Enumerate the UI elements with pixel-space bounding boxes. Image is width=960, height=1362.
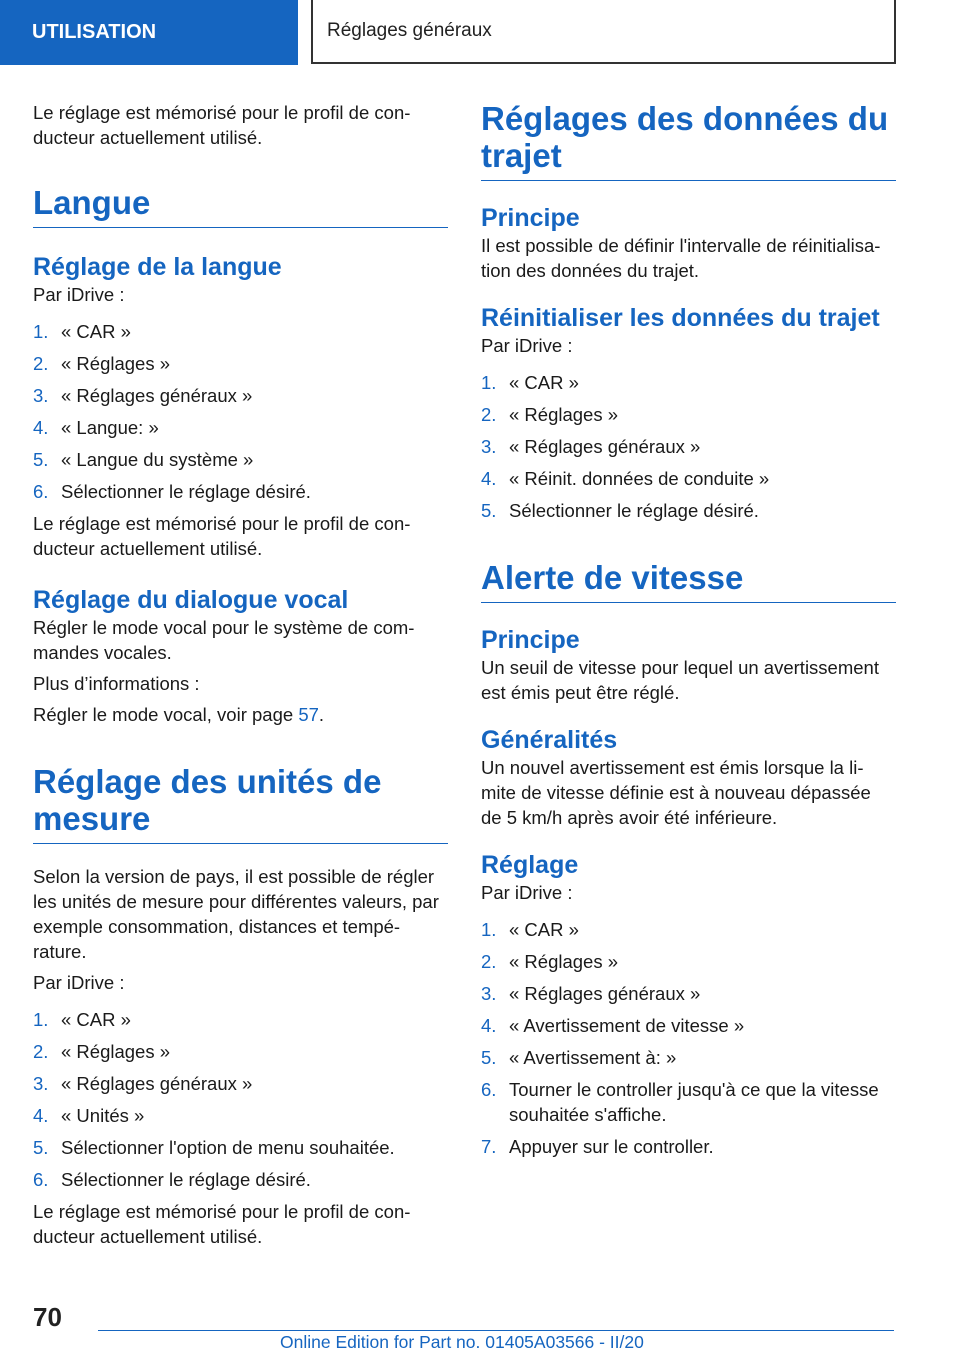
list-item: 2. « Réglages » xyxy=(33,353,171,374)
right-column xyxy=(481,100,896,1166)
list-item: 1. « CAR » xyxy=(33,1009,131,1030)
list-item: 3. « Réglages généraux » xyxy=(33,1073,253,1094)
heading-reglage-langue: Réglage de la langue xyxy=(33,253,282,281)
list-item: 1. « CAR » xyxy=(481,919,579,940)
dialogue-p1: Régler le mode vocal pour le système de com-mandes vocales. xyxy=(33,617,415,663)
chapter-title: Réglages généraux xyxy=(327,20,492,41)
list-item: 5. « Avertissement à: » xyxy=(481,1047,677,1068)
list-item: 3. « Réglages généraux » xyxy=(33,385,253,406)
list-item: 2. « Réglages » xyxy=(33,1041,171,1062)
footer-divider xyxy=(98,1330,894,1331)
list-item: 5. « Langue du système » xyxy=(33,449,254,470)
list-item: 3. « Réglages généraux » xyxy=(481,983,701,1004)
steps-trajet xyxy=(481,370,896,523)
dialogue-p3: Régler le mode vocal, voir page 57. xyxy=(33,704,325,725)
intro-note: Le réglage est mémorisé pour le profil de con-ducteur actuellement utilisé. xyxy=(33,102,411,148)
list-item: 2. « Réglages » xyxy=(481,404,619,425)
footer-edition: Online Edition for Part no. 01405A03566 - II/20 xyxy=(280,1332,644,1352)
generalites-text: Un nouvel avertissement est émis lorsque la li-mite de vitesse définie est à nouveau dépassée de 5 km/h après avoir été inférieure. xyxy=(481,757,871,828)
list-item: 5. Sélectionner l'option de menu souhaitée. xyxy=(33,1137,395,1158)
heading-langue: Langue xyxy=(33,184,448,228)
page-link[interactable]: 57 xyxy=(298,704,319,725)
chapter-header xyxy=(311,0,896,64)
heading-reinit-trajet: Réinitialiser les données du trajet xyxy=(481,304,880,332)
list-item: 6. Sélectionner le réglage désiré. xyxy=(33,481,311,502)
lead-vitesse: Par iDrive : xyxy=(481,882,573,903)
list-item: 1. « CAR » xyxy=(481,372,579,393)
section-tab xyxy=(0,0,298,65)
note-unites: Le réglage est mémorisé pour le profil de con-ducteur actuellement utilisé. xyxy=(33,1201,411,1247)
steps-langue xyxy=(33,319,448,504)
list-item: 2. « Réglages » xyxy=(481,951,619,972)
list-item: 7. Appuyer sur le controller. xyxy=(481,1136,714,1157)
heading-vitesse: Alerte de vitesse xyxy=(481,559,896,603)
list-item: 4. « Avertissement de vitesse » xyxy=(481,1015,745,1036)
unites-p1: Selon la version de pays, il est possible de régler les unités de mesure pour différentes valeurs, par exemple consommation, distances et tempé-rature. xyxy=(33,866,439,962)
note-langue: Le réglage est mémorisé pour le profil de con-ducteur actuellement utilisé. xyxy=(33,513,411,559)
section-label: UTILISATION xyxy=(32,21,157,43)
list-item: 5. Sélectionner le réglage désiré. xyxy=(481,500,759,521)
steps-unites xyxy=(33,1007,448,1192)
left-column xyxy=(33,100,448,1255)
list-item: 4. « Unités » xyxy=(33,1105,145,1126)
heading-generalites: Généralités xyxy=(481,726,618,754)
list-item: 4. « Réinit. données de conduite » xyxy=(481,468,770,489)
list-item: 1. « CAR » xyxy=(33,321,131,342)
heading-principe-vitesse: Principe xyxy=(481,626,580,654)
heading-trajet: Réglages des données du trajet xyxy=(481,100,896,181)
heading-principe-trajet: Principe xyxy=(481,204,580,232)
dialogue-p2: Plus d’informations : xyxy=(33,673,200,694)
list-item: 4. « Langue: » xyxy=(33,417,159,438)
heading-reglage-vitesse: Réglage xyxy=(481,851,579,879)
steps-vitesse xyxy=(481,917,896,1159)
list-item: 6. Sélectionner le réglage désiré. xyxy=(33,1169,311,1190)
lead-trajet: Par iDrive : xyxy=(481,335,573,356)
lead-langue: Par iDrive : xyxy=(33,284,125,305)
page-number: 70 xyxy=(33,1302,62,1332)
list-item: 6. Tourner le controller jusqu'à ce que la vitesse souhaitée s'affiche. xyxy=(481,1079,879,1125)
heading-unites: Réglage des unités de mesure xyxy=(33,763,448,844)
list-item: 3. « Réglages généraux » xyxy=(481,436,701,457)
principe-vitesse-text: Un seuil de vitesse pour lequel un avertissement est émis peut être réglé. xyxy=(481,657,879,703)
lead-unites: Par iDrive : xyxy=(33,972,125,993)
principe-trajet-text: Il est possible de définir l'intervalle de réinitialisa-tion des données du trajet. xyxy=(481,235,881,281)
heading-dialogue-vocal: Réglage du dialogue vocal xyxy=(33,586,349,614)
